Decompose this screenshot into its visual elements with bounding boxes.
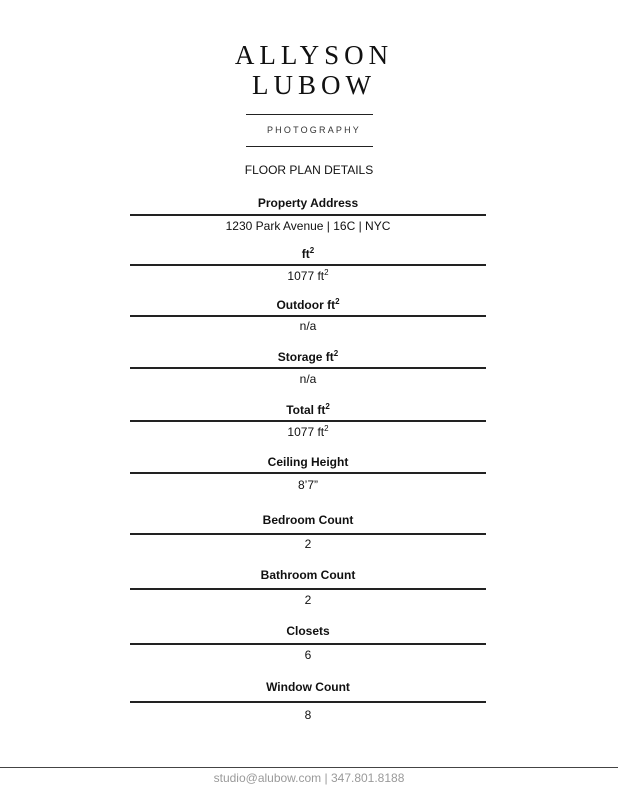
detail-divider: [130, 701, 486, 703]
detail-label: Storage $ft^2$: [277, 349, 339, 364]
detail-label: Property Address: [257, 196, 359, 210]
detail-divider: [130, 643, 486, 645]
detail-divider: [130, 315, 486, 317]
footer-contact: studio@alubow.com | 347.801.8188: [213, 771, 405, 785]
detail-label: Closets: [286, 624, 330, 638]
detail-label: $ft^2$: [301, 246, 315, 261]
detail-label: Total $ft^2$: [286, 402, 330, 417]
detail-label: Window Count: [266, 680, 350, 694]
detail-value: 6: [304, 648, 312, 662]
detail-value: 1077 $ft^2$: [287, 424, 329, 439]
logo-divider-top: [246, 114, 373, 115]
logo-divider-bottom: [246, 146, 373, 147]
detail-divider: [130, 214, 486, 216]
logo-line-1: ALLYSON: [234, 40, 394, 70]
detail-label: Bathroom Count: [260, 568, 356, 582]
logo-line-2: LUBOW: [252, 70, 376, 100]
detail-label: Ceiling Height: [267, 455, 349, 469]
detail-divider: [130, 264, 486, 266]
detail-divider: [130, 472, 486, 474]
logo-subtitle: PHOTOGRAPHY: [266, 125, 362, 135]
detail-divider: [130, 420, 486, 422]
detail-divider: [130, 533, 486, 535]
detail-value: 1230 Park Avenue | 16C | NYC: [225, 219, 391, 233]
detail-value: 8’7”: [297, 478, 318, 492]
detail-label: Outdoor $ft^2$: [276, 297, 340, 312]
detail-divider: [130, 367, 486, 369]
detail-value: 2: [304, 537, 312, 551]
footer-divider: [0, 767, 618, 768]
detail-divider: [130, 588, 486, 590]
detail-label: Bedroom Count: [262, 513, 354, 527]
page-title: FLOOR PLAN DETAILS: [244, 163, 374, 177]
detail-value: 1077 $ft^2$: [287, 268, 329, 283]
detail-value: n/a: [299, 319, 317, 333]
detail-value: n/a: [299, 372, 317, 386]
detail-value: 2: [304, 593, 312, 607]
detail-value: 8: [304, 708, 312, 722]
